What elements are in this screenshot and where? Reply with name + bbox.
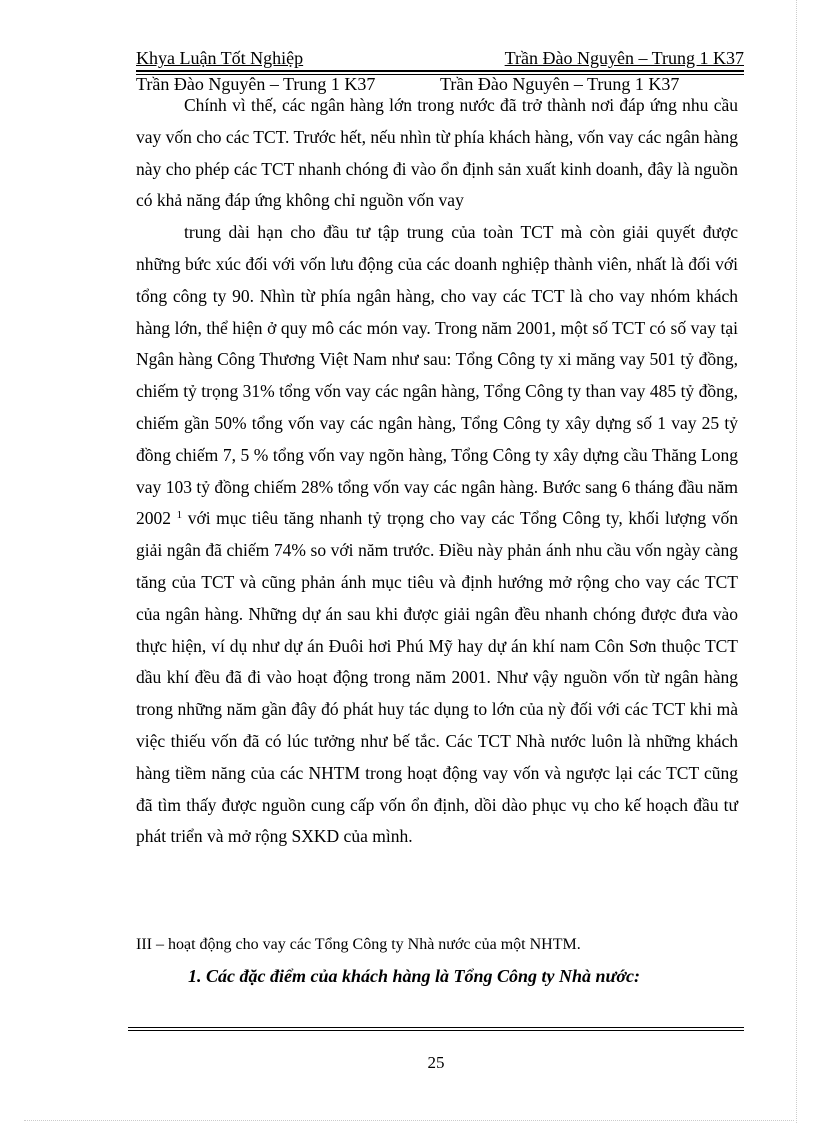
header-left-title: Khya Luận Tốt Nghiệp [136,48,304,68]
page-boundary-bottom [24,1120,794,1121]
footer-rule [128,1027,744,1028]
page-header [136,48,744,68]
paragraph-2 [136,217,738,853]
header-right-author: Trần Đào Nguyên – Trung 1 K37 [504,48,744,68]
section-heading: III – hoạt động cho vay các Tổng Công ty Nhà nước của một NHTM. [136,936,581,953]
header-rule [136,70,744,72]
paragraph-2-part-a: trung dài hạn cho đầu tư tập trung của toàn TCT mà còn giải quyết được những bức xúc đối với vốn lưu động của các doanh nghiệp thành viên, nhất là đối với tổng công ty 90. Nhìn từ phía ngân hàng, cho vay các TCT là cho vay nhóm khách hàng lớn, thể hiện ở quy mô các món vay. Trong năm 2001, một số TCT có số vay tại Ngân hàng Công Thương Việt Nam như sau: Tổng Công ty xi măng vay 501 tỷ đồng, chiếm tỷ trọng 31% tổng vốn vay các ngân hàng, Tổng Công ty than vay 485 tỷ đồng, chiếm gần 50% tổng vốn vay các ngân hàng, Tổng Công ty xây dựng số 1 vay 25 tỷ đồng chiếm 7, 5 % tổng vốn vay ngõn hàng, Tổng Công ty xây dựng cầu Thăng Long vay 103 tỷ đồng chiếm 28% tổng vốn vay các ngân hàng. Bước sang 6 tháng đầu năm 2002 [136,222,738,529]
header-second-right: Trần Đào Nguyên – Trung 1 K37 [440,74,680,94]
subsection-heading: 1. Các đặc điểm của khách hàng là Tổng Công ty Nhà nước: [188,966,640,986]
page-number: 25 [427,1053,445,1072]
page-boundary-right [796,0,797,1123]
header-second-left: Trần Đào Nguyên – Trung 1 K37 [136,74,376,94]
paragraph-1: Chính vì thế, các ngân hàng lớn trong nước đã trở thành nơi đáp ứng nhu cầu vay vốn cho các TCT. Trước hết, nếu nhìn từ phía khách hàng, vốn vay các ngân hàng này cho phép các TCT nhanh chóng đi vào ổn định sản xuất kinh doanh, đây là nguồn có khả năng đáp ứng không chỉ nguồn vốn vay [136,95,739,211]
paragraph-2-part-b: với mục tiêu tăng nhanh tỷ trọng cho vay các Tổng Công ty, khối lượng vốn giải ngân đã chiếm 74% so với năm trước. Điều này phản ánh nhu cầu vốn ngày càng tăng của TCT và cũng phản ánh mục tiêu và định hướng mở rộng cho vay các TCT của ngân hàng. Những dự án sau khi được giải ngân đều nhanh chóng được đưa vào thực hiện, ví dụ như dự án Đuôi hơi Phú Mỹ hay dự án khí nam Côn Sơn thuộc TCT dầu khí đều đã đi vào hoạt động trong năm 2001. Như vậy nguồn vốn từ ngân hàng trong những năm gần đây đó phát huy tác dụng to lớn của nỳ đối với các TCT khi mà việc thiếu vốn đã có lúc tưởng như bế tắc. Các TCT Nhà nước luôn là những khách hàng tiềm năng của các NHTM trong hoạt động vay vốn và ngược lại các TCT cũng đã tìm thấy được nguồn cung cấp vốn ổn định, dồi dào phục vụ cho kế hoạch đầu tư phát triển và mở rộng SXKD của mình. [136,508,739,847]
footer-rule-thin [128,1030,744,1031]
footnote-reference: 1 [176,509,183,522]
body-text [136,90,738,853]
